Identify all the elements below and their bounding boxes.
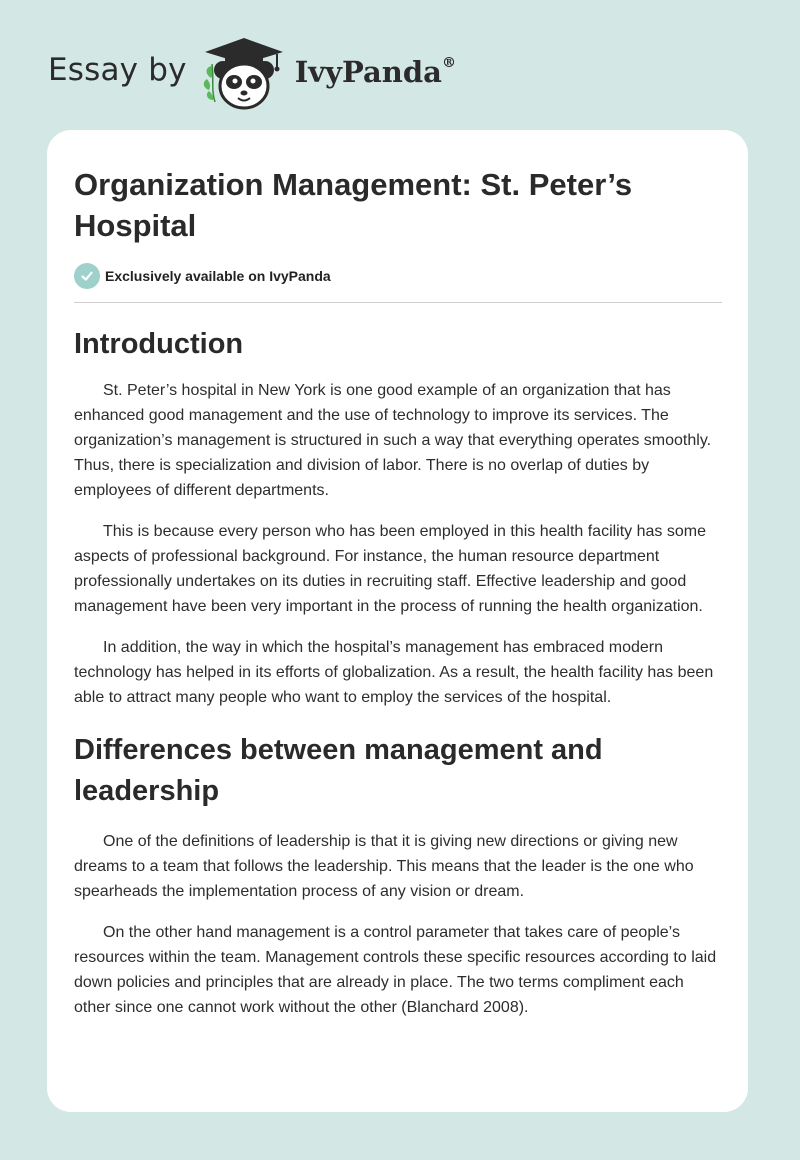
paragraph: On the other hand management is a control parameter that takes care of people’s resources within the team. Management controls these specific resources according to laid down policies and principles that are already in place. The two terms compliment each other since one cannot work without the other (Blanchard 2008). [74, 924, 717, 1016]
essay-title: Organization Management: St. Peter’s Hospital [74, 167, 633, 243]
essay-card [47, 130, 748, 1112]
brand-prefix: Essay by [48, 52, 187, 88]
site-header-brand[interactable] [48, 34, 456, 114]
availability-text: Exclusively available on IvyPanda [105, 268, 331, 284]
brand-name-text: IvyPanda [294, 55, 442, 89]
checkmark-icon [74, 263, 100, 289]
essay-body [74, 324, 722, 1036]
section-heading-introduction: Introduction [74, 328, 244, 360]
panda-graduate-icon [201, 34, 287, 114]
paragraph: In addition, the way in which the hospital’s management has embraced modern technology has helped in its efforts of globalization. As a result, the health facility has been able to attract many people who want to employ the services of the hospital. [74, 639, 714, 706]
paragraph: One of the definitions of leadership is that it is giving new directions or giving new dreams to a team that follows the leadership. This means that the leader is the one who spearheads the implementation process of any vision or dream. [74, 833, 694, 900]
section-heading-differences: Differences between management and leadership [74, 734, 603, 807]
paragraph: This is because every person who has been employed in this health facility has some aspects of professional background. For instance, the human resource department professionally undertakes on its duties in recruiting staff. Effective leadership and good management have been very important in the process of running the health organization. [74, 523, 706, 615]
title-divider [74, 302, 722, 303]
registered-mark: ® [441, 55, 456, 72]
availability-badge [74, 263, 331, 289]
brand-name [295, 55, 456, 89]
paragraph: St. Peter’s hospital in New York is one good example of an organization that has enhanced good management and the use of technology to improve its services. The organization’s management is structured in such a way that everything operates smoothly. Thus, there is specialization and division of labor. There is no overlap of duties by employees of different departments. [74, 382, 712, 499]
